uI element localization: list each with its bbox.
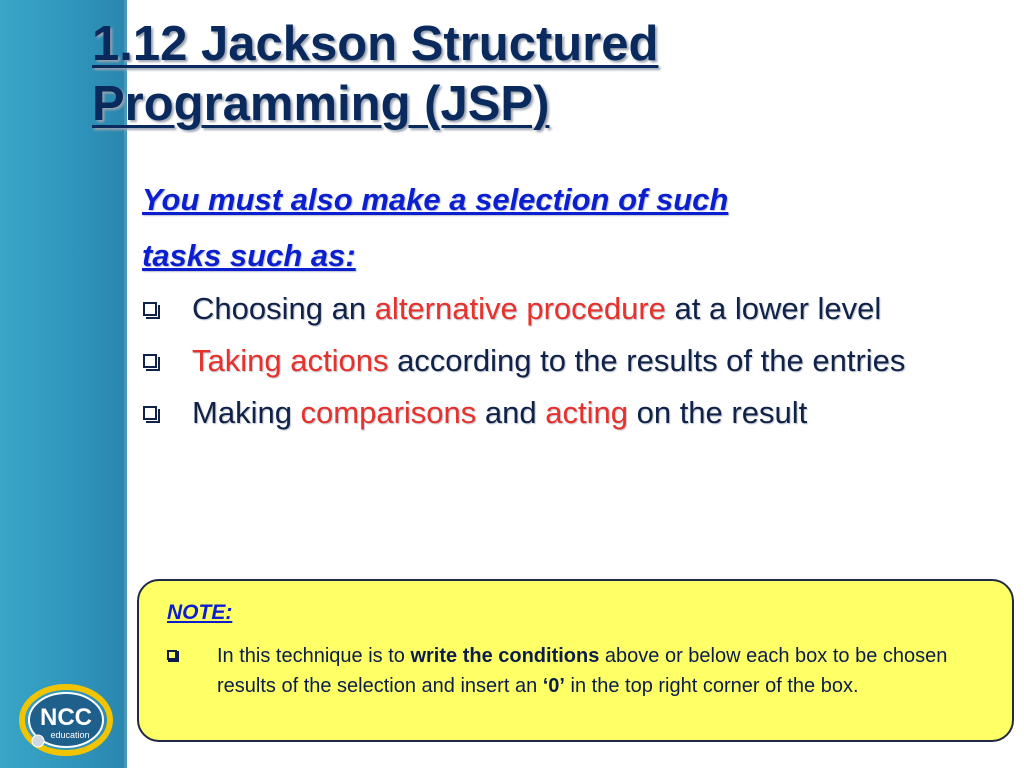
bullet-item: Taking actions according to the results of the entries: [140, 342, 1010, 380]
checkbox-bullet-icon: [143, 302, 157, 316]
note-item: In this technique is to write the conditions above or below each box to be chosen results of the selection and insert an ‘0’ in the top right corner of the box.: [217, 641, 987, 701]
intro-line-2: tasks such as:: [142, 238, 356, 273]
note-box: [137, 579, 1014, 742]
highlight-text: alternative procedure: [374, 291, 666, 326]
emphasis-text: ‘0’: [542, 675, 565, 697]
intro-line-1: You must also make a selection of such: [142, 182, 729, 217]
title-line-2: Programming (JSP): [92, 77, 550, 131]
highlight-text: comparisons: [300, 395, 477, 430]
highlight-text: Taking actions: [192, 343, 389, 378]
note-title: NOTE:: [167, 601, 233, 624]
checkbox-bullet-icon: [143, 354, 157, 368]
title-line-1: 1.12 Jackson Structured: [92, 17, 659, 71]
logo-subtext: education: [50, 730, 90, 740]
slide-title: [92, 14, 658, 134]
logo-text: NCC: [40, 704, 92, 731]
emphasis-text: write the conditions: [410, 645, 600, 667]
checkbox-bullet-icon: [167, 650, 177, 660]
ncc-education-logo: [18, 683, 114, 757]
intro-text: [142, 172, 962, 284]
bullet-item: Choosing an alternative procedure at a lower level: [140, 290, 1010, 328]
highlight-text: acting: [545, 395, 628, 430]
bullet-item: Making comparisons and acting on the result: [140, 394, 1010, 432]
bullet-list: [140, 290, 1010, 446]
checkbox-bullet-icon: [143, 406, 157, 420]
